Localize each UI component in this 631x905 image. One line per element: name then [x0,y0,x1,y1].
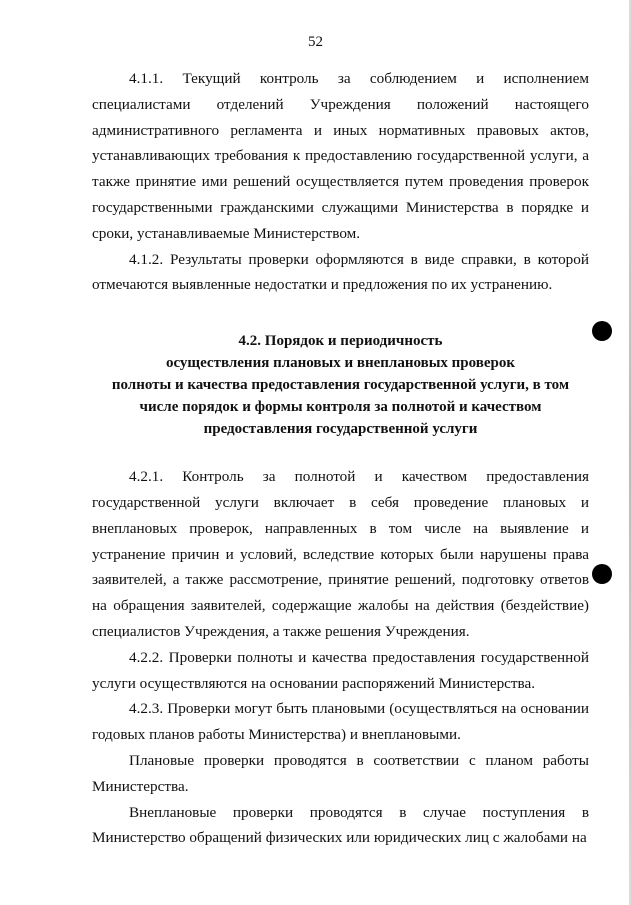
heading-line: 4.2. Порядок и периодичность [238,333,443,350]
heading-line: предоставления государственной услуги [203,421,478,438]
paragraph-unplanned-checks: Внеплановые проверки проводятся в случае поступления в Министерство обращений физических или юридических лиц с жалобами на [92,803,589,847]
paragraph-4-2-3: 4.2.3. Проверки могут быть плановыми (осуществляться на основании годовых планов работы Министерства) и внеплановыми. [92,700,589,744]
punch-hole-mark [592,321,612,341]
paragraph-planned-checks: Плановые проверки проводятся в соответствии с планом работы Министерства. [92,751,589,795]
heading-line: осуществления плановых и внеплановых проверок [165,355,516,372]
paragraph-4-2-1: 4.2.1. Контроль за полнотой и качеством предоставления государственной услуги включает в себя проведение плановых и внеплановых проверок, направленных в том числе на выявление и устранение причин и условий, вследствие которых были нарушены права заявителей, а также рассмотрение, принятие решений, подготовку ответов на обращения заявителей, содержащие жалобы на действия (бездействие) специалистов Учреждения, а также решения Учреждения. [92,468,589,640]
section-heading-4-2 [92,330,589,440]
page-number: 52 [308,34,323,50]
heading-line: числе порядок и формы контроля за полнотой и качеством [139,399,542,416]
document-body [92,66,589,851]
paragraph-4-1-2: 4.1.2. Результаты проверки оформляются в виде справки, в которой отмечаются выявленные недостатки и предложения по их устранению. [92,250,589,294]
paragraph-4-1-1: 4.1.1. Текущий контроль за соблюдением и исполнением специалистами отделений Учреждения положений настоящего административного регламента и иных нормативных правовых актов, устанавливающих требования к предоставлению государственной услуги, а также принятие ими решений осуществляется путем проведения проверок государственными гражданскими служащими Министерства в порядке и сроки, устанавливаемые Министерством. [92,70,589,242]
punch-hole-mark [592,564,612,584]
paragraph-4-2-2: 4.2.2. Проверки полноты и качества предоставления государственной услуги осуществляются на основании распоряжений Министерства. [92,648,589,692]
heading-line: полноты и качества предоставления государственной услуги, в том [111,377,570,394]
